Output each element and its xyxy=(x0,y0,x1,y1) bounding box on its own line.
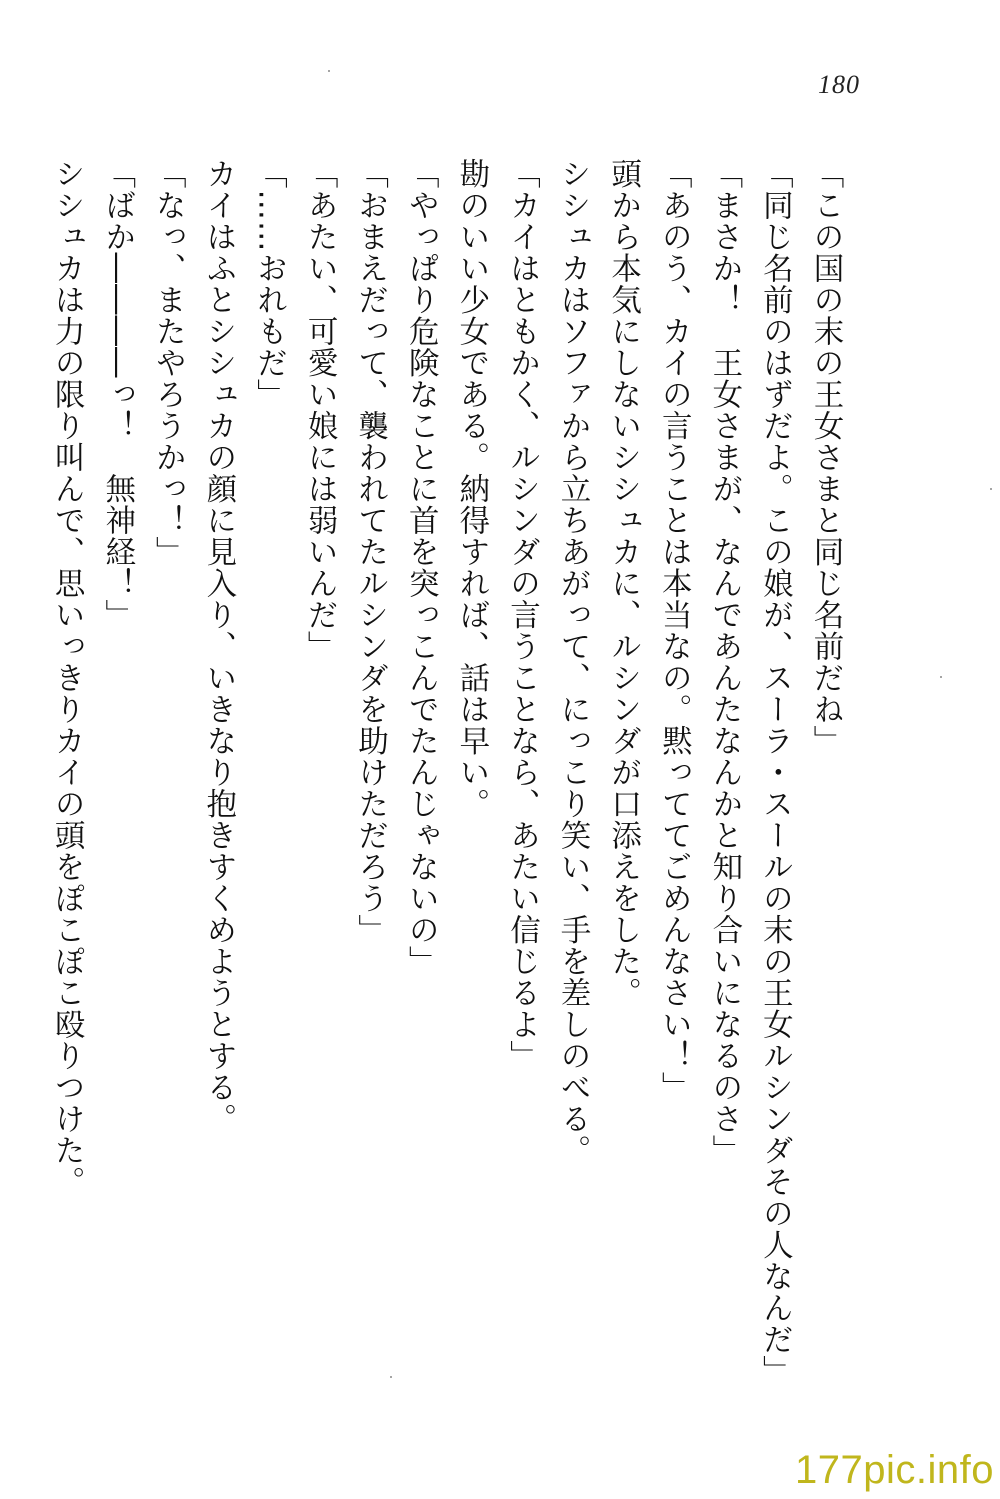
text-line: 「まさか！ 王女さまが、なんであんたなんかと知り合いになるのさ」 xyxy=(706,158,742,1166)
scan-speck xyxy=(328,70,330,72)
text-line: 「ばか――――っ！ 無神経！」 xyxy=(99,158,135,631)
text-line: 「なっ、またやろうかっ！」 xyxy=(150,158,186,568)
text-line: 「あたい、可愛い娘には弱いんだ」 xyxy=(302,158,338,662)
text-line: カイはふとシシュカの顔に見入り、いきなり抱きすくめようとする。 xyxy=(200,158,236,1135)
text-line: 頭から本気にしないシシュカに、ルシンダが口添えをした。 xyxy=(605,158,641,1009)
text-line: 「おまえだって、襲われてたルシンダを助けただろう」 xyxy=(352,158,388,946)
scan-speck xyxy=(990,488,992,490)
text-line: 「あのう、カイの言うことは本当なの。黙っててごめんなさい！」 xyxy=(656,158,692,1103)
text-line: 「カイはともかく、ルシンダの言うことなら、あたい信じるよ」 xyxy=(504,158,540,1072)
text-line: シシュカは力の限り叫んで、思いっきりカイの頭をぽこぽこ殴りつけた。 xyxy=(49,158,85,1198)
scan-speck xyxy=(390,1376,392,1378)
scan-speck xyxy=(940,676,942,678)
watermark-text: 177pic.info xyxy=(795,1448,994,1492)
vertical-text-body xyxy=(41,158,851,1387)
page-number: 180 xyxy=(818,70,860,99)
text-line: 「やっぱり危険なことに首を突っこんでたんじゃないの」 xyxy=(403,158,439,977)
text-line: 勘のいい少女である。納得すれば、話は早い。 xyxy=(453,158,489,820)
text-line: 「……おれもだ」 xyxy=(251,158,287,410)
text-line: シシュカはソファから立ちあがって、にっこり笑い、手を差しのべる。 xyxy=(555,158,591,1166)
text-line: 「この国の末の王女さまと同じ名前だね」 xyxy=(808,158,843,757)
text-line: 「同じ名前のはずだよ。この娘が、スーラ・スールの末の王女ルシンダその人なんだ」 xyxy=(757,158,793,1387)
